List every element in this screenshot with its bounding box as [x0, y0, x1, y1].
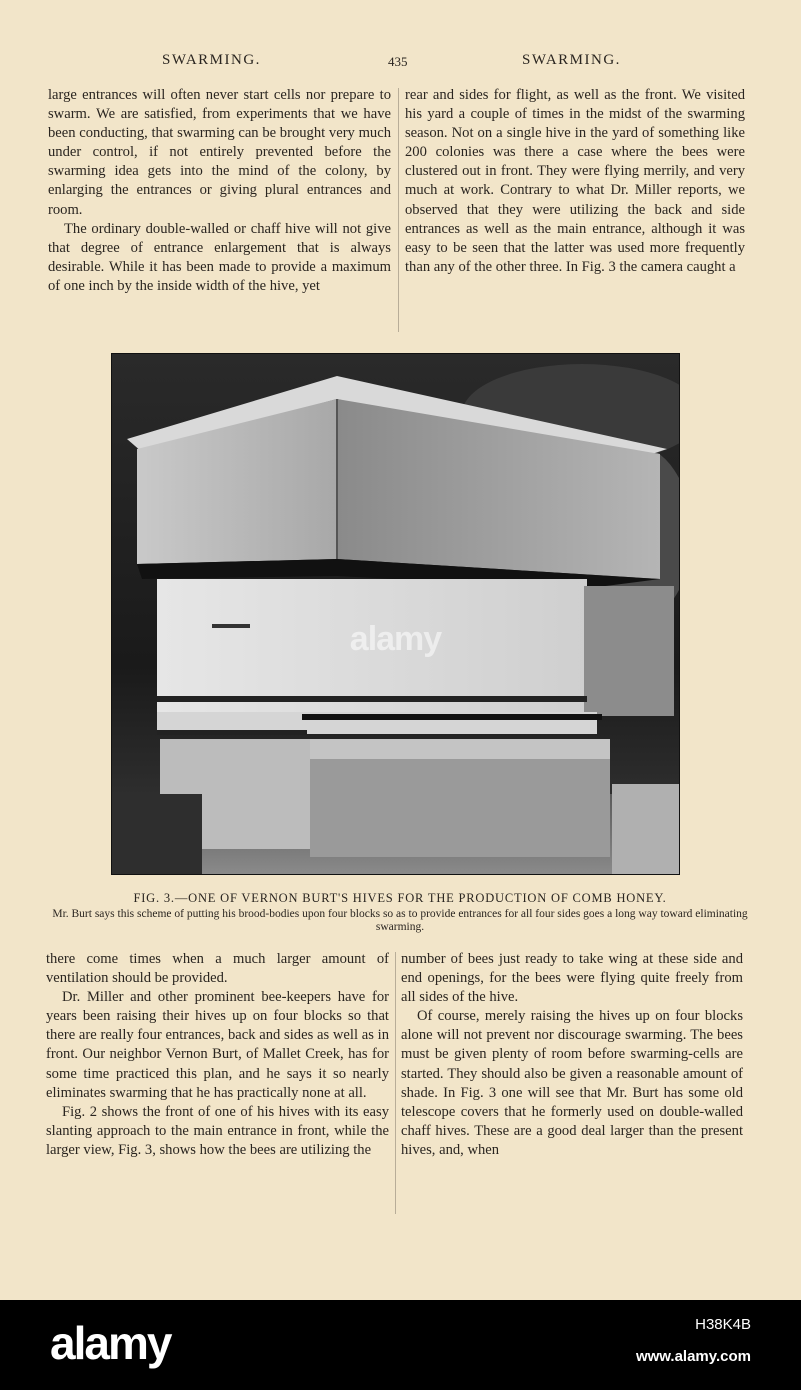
alamy-logo: alamy	[50, 1317, 171, 1369]
beehive-illustration	[112, 354, 679, 874]
paragraph: Of course, merely raising the hives up on four blocks alone will not prevent nor discourage swarming. The bees must be given plenty of room before swarming-cells are started. They should also be given a reasonable amount of shade. In Fig. 3 one will see that Mr. Burt has some old telescope covers that he formerly used on double-walled chaff hives. These are a good deal larger than the present hives, and, when	[401, 1008, 743, 1158]
running-head-left: SWARMING.	[162, 52, 261, 68]
column-divider	[395, 952, 396, 1214]
stock-footer-bar	[0, 1300, 801, 1390]
text-column-top-right	[405, 86, 745, 277]
paragraph: large entrances will often never start cells nor prepare to swarm. We are satisfied, from experiments that we have been conducting, that swarming can be brought very much under control, if not entirely prevented before the swarming idea gets into the mind of the colony, by enlarging the entrances or giving plural entrances and room.	[48, 87, 391, 218]
figure-caption	[50, 891, 750, 934]
column-divider	[398, 88, 399, 332]
photo-watermark: alamy	[349, 620, 442, 658]
paragraph: rear and sides for flight, as well as the front. We visited his yard a couple of times in the midst of the swarming season. Not on a single hive in the yard of something like 200 colonies was there a case where the bees were clustered out in front. They were flying merrily, and very much at work. Contrary to what Dr. Miller reports, we observed that they were utilizing the back and side entrances as well as the main entrance, although it was easy to be seen that the latter was used more frequently than any of the other three. In Fig. 3 the camera caught a	[405, 87, 745, 275]
website-link[interactable]: www.alamy.com	[635, 1348, 751, 1365]
caption-title: FIG. 3.—ONE OF VERNON BURT'S HIVES FOR THE PRODUCTION OF COMB HONEY.	[133, 891, 667, 905]
running-head-right: SWARMING.	[522, 52, 621, 68]
paragraph: Fig. 2 shows the front of one of his hives with its easy slanting approach to the main entrance in front, while the larger view, Fig. 3, shows how the bees are utilizing the	[46, 1103, 389, 1158]
hive-photograph	[111, 353, 680, 875]
text-column-top-left	[48, 86, 391, 296]
text-column-bottom-left	[46, 950, 389, 1160]
text-column-bottom-right	[401, 950, 743, 1160]
paragraph: number of bees just ready to take wing at these side and end openings, for the bees were flying quite freely from all sides of the hive.	[401, 951, 743, 1006]
paragraph: The ordinary double-walled or chaff hive will not give that degree of entrance enlargement that is always desirable. While it has been made to provide a maximum of one inch by the inside width of the hive, yet	[48, 220, 391, 294]
paragraph: Dr. Miller and other prominent bee-keepers have for years been raising their hives up on four blocks so that there are really four entrances, back and sides as well as in front. Our neighbor Vernon Burt, of Mallet Creek, has for some time practiced this plan, and he says it so nearly eliminates swarming that he has practically none at all.	[46, 989, 389, 1101]
image-id: H38K4B	[695, 1316, 751, 1333]
caption-text: Mr. Burt says this scheme of putting his brood-bodies upon four blocks so as to provide entrances for all four sides goes a long way toward eliminating swarming.	[52, 908, 748, 933]
page-number: 435	[388, 54, 408, 69]
paragraph: there come times when a much larger amount of ventilation should be provided.	[46, 951, 389, 987]
